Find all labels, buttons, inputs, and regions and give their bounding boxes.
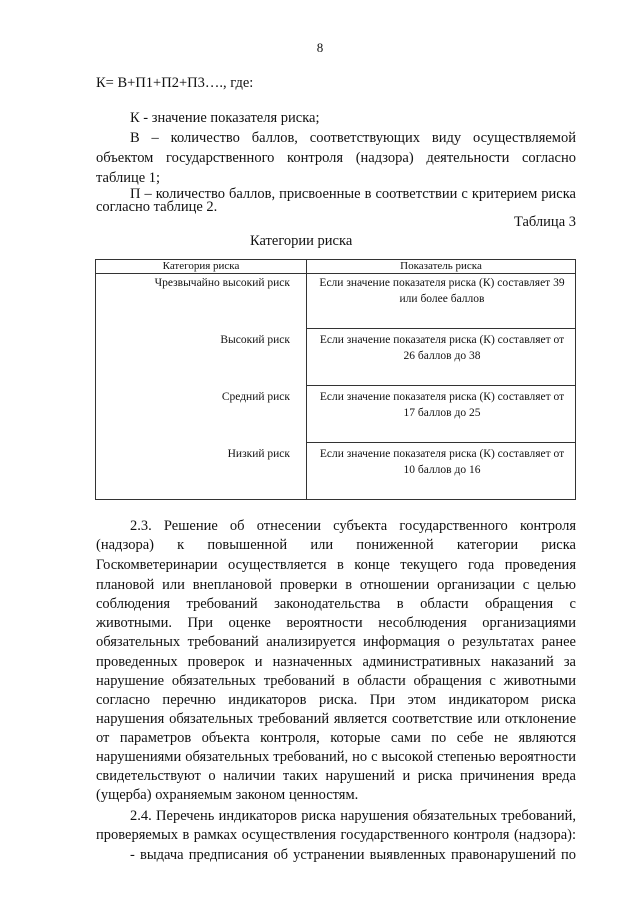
definition-k: К - значение показателя риска; [130,110,320,126]
indicator-cell [308,275,576,307]
table-label: Таблица 3 [513,214,576,230]
definition-p-line1: П – количество баллов, присвоенные в соответствии с критерием риска [130,186,576,202]
page-number: 8 [316,40,324,55]
paragraph-line: свидетельствуют о наличии таких нарушений и риска причинения вреда [96,768,576,784]
row-separator [306,442,575,443]
indicator-line: 17 баллов до 25 [403,407,481,419]
header-category: Категория риска [162,260,240,272]
paragraph-line: 2.4. Перечень индикаторов риска нарушения обязательных требований, [130,808,576,824]
paragraph-line: нарушения обязательных требований является соответствие или отклонение [96,711,576,727]
header-indicator: Показатель риска [400,260,482,272]
paragraph-line: нарушение обязательных требований в области обращения с животными [96,673,576,689]
paragraph-line: нарушениями обязательных требований, но с высокой степенью вероятности [96,749,576,765]
indicator-cell [308,446,576,478]
paragraph-line: (ущерба) охраняемым законом ценностям. [96,787,359,803]
paragraph-line: 2.3. Решение об отнесении субъекта государственного контроля [130,518,576,534]
indicator-line: 10 баллов до 16 [403,464,481,476]
category-cell: Средний риск [221,391,290,403]
column-divider [306,260,307,499]
paragraph-line: обязательных требований анализируется информация о результатах ранее [96,634,576,650]
paragraph-line: соблюдения требований законодательства в области обращения с [96,596,576,612]
indicator-line: Если значение показателя риска (К) составляет 39 [319,277,565,289]
paragraph-line: проведенных проверок и назначенных административных наказаний за [96,654,576,670]
indicator-line: Если значение показателя риска (К) составляет от [319,334,565,346]
paragraph-line: Госкомветеринарии осуществляется в конце текущего года проведения [96,557,576,573]
paragraph-line: - выдача предписания об устранении выявленных правонарушений по [130,847,576,863]
table-title: Категории риска [250,233,353,249]
table-header-row [96,260,575,274]
formula: К= В+П1+П2+П3…., где: [96,75,254,91]
indicator-line: Если значение показателя риска (К) составляет от [319,448,565,460]
indicator-line: 26 баллов до 38 [403,350,481,362]
definition-v-line1: В – количество баллов, соответствующих виду осуществляемой [130,130,576,146]
paragraph-line: (надзора) к повышенной или пониженной категории риска [96,537,576,553]
category-cell: Низкий риск [227,448,290,460]
paragraph-line: согласно перечню индикаторов риска. При этом индикатором риска [96,692,576,708]
row-separator [306,385,575,386]
paragraph-line: проверяемых в рамках осуществления государственного контроля (надзора): [96,827,576,843]
paragraph-line: животными. При оценке вероятности несоблюдения организациями [96,615,576,631]
indicator-cell [308,332,576,364]
paragraph-line: плановой или внеплановой проверки в отношении организации с целью [96,577,576,593]
paragraph-line: от параметров объекта контроля, которые сами по себе не являются [96,730,576,746]
risk-categories-table [95,259,576,500]
definition-v-line3: таблице 1; [96,170,161,186]
row-separator [306,328,575,329]
definition-p-line2: согласно таблице 2. [96,199,218,215]
category-cell: Высокий риск [220,334,290,346]
indicator-cell [308,389,576,421]
indicator-line: или более баллов [399,293,485,305]
indicator-line: Если значение показателя риска (К) составляет от [319,391,565,403]
definition-v-line2: объектом государственного контроля (надзора) деятельности согласно [96,150,576,166]
category-cell: Чрезвычайно высокий риск [154,277,290,289]
